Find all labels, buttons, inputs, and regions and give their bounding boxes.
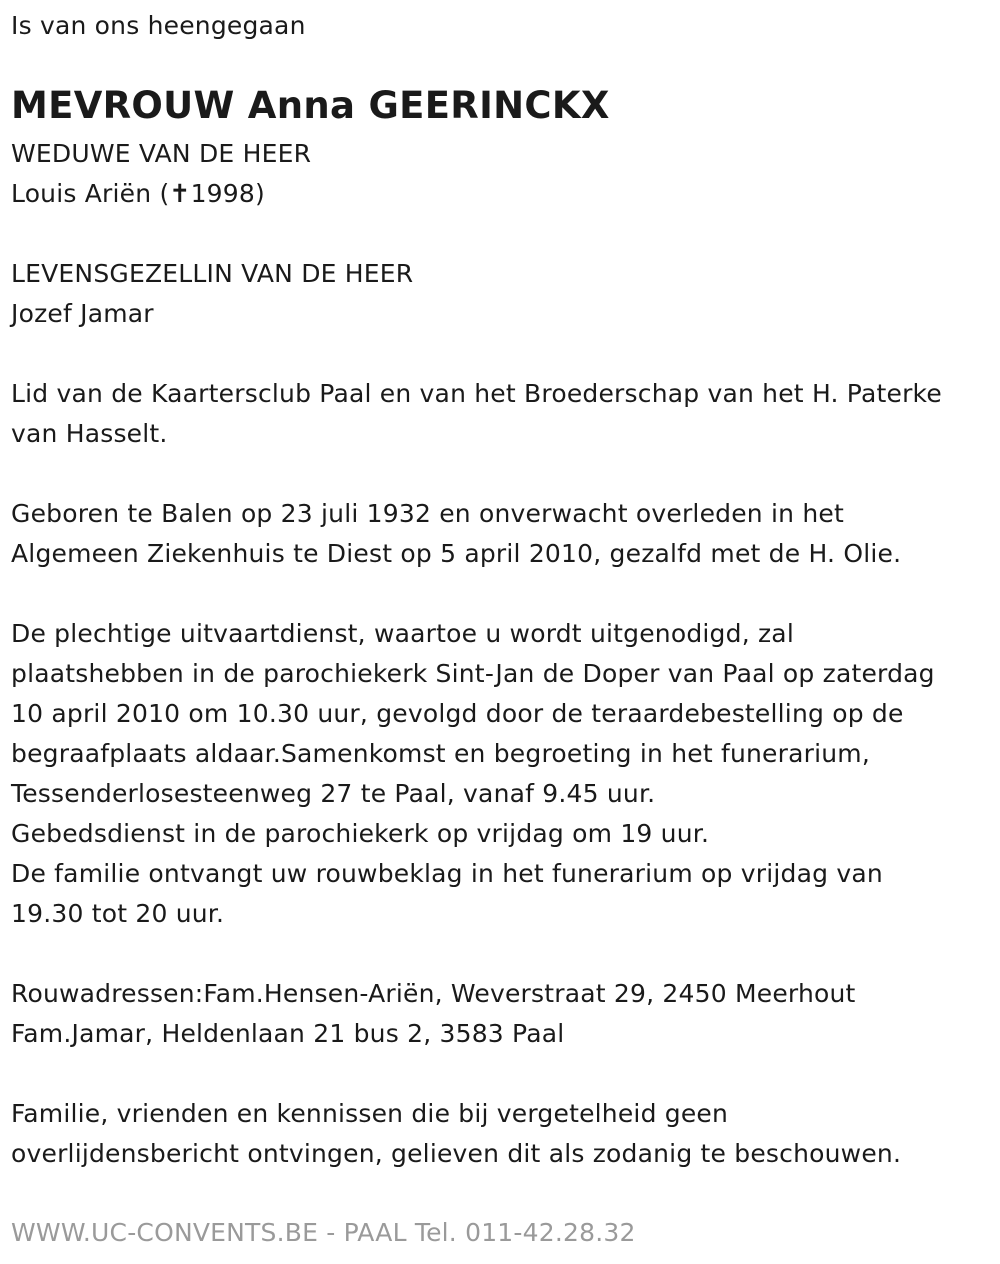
partner-block <box>11 254 413 334</box>
paragraph-line: Tessenderlosesteenweg 27 te Paal, vanaf 9.45 uur. <box>11 779 656 808</box>
paragraph-line: 10 april 2010 om 10.30 uur, gevolgd door de teraardebestelling op de <box>11 699 904 728</box>
paragraph-line: De plechtige uitvaartdienst, waartoe u wordt uitgenodigd, zal <box>11 619 794 648</box>
membership-paragraph <box>11 374 942 454</box>
paragraph-line: Geboren te Balen op 23 juli 1932 en onverwacht overleden in het <box>11 499 844 528</box>
paragraph-line: De familie ontvangt uw rouwbeklag in het funerarium op vrijdag van <box>11 859 883 888</box>
paragraph-line: plaatshebben in de parochiekerk Sint-Jan de Doper van Paal op zaterdag <box>11 659 935 688</box>
widow-title: WEDUWE VAN DE HEER <box>11 139 312 168</box>
widow-spouse <box>11 174 311 214</box>
paragraph-line: begraafplaats aldaar.Samenkomst en begroeting in het funerarium, <box>11 739 871 768</box>
paragraph-line: Fam.Jamar, Heldenlaan 21 bus 2, 3583 Paal <box>11 1019 565 1048</box>
paragraph-line: Algemeen Ziekenhuis te Diest op 5 april 2010, gezalfd met de H. Olie. <box>11 539 902 568</box>
paragraph-line: 19.30 tot 20 uur. <box>11 899 225 928</box>
funeral-paragraph <box>11 614 935 934</box>
widow-block <box>11 134 311 214</box>
paragraph-line: Lid van de Kaartersclub Paal en van het Broederschap van het H. Paterke <box>11 379 942 408</box>
partner-name: Jozef Jamar <box>11 299 154 328</box>
cross-icon: ✝ <box>169 179 191 208</box>
partner-title: LEVENSGEZELLIN VAN DE HEER <box>11 259 414 288</box>
paragraph-line: Familie, vrienden en kennissen die bij vergetelheid geen <box>11 1099 729 1128</box>
closing-paragraph <box>11 1094 901 1174</box>
deceased-name: MEVROUW Anna GEERINCKX <box>11 84 610 127</box>
footer-contact: WWW.UC-CONVENTS.BE - PAAL Tel. 011-42.28.32 <box>11 1218 636 1247</box>
paragraph-line: Gebedsdienst in de parochiekerk op vrijdag om 19 uur. <box>11 819 710 848</box>
paragraph-line: Rouwadressen:Fam.Hensen-Ariën, Weverstraat 29, 2450 Meerhout <box>11 979 856 1008</box>
widow-spouse-name: Louis Ariën ( <box>11 179 170 208</box>
widow-spouse-year: 1998) <box>190 179 265 208</box>
addresses-paragraph <box>11 974 856 1054</box>
birth-death-paragraph <box>11 494 901 574</box>
paragraph-line: van Hasselt. <box>11 419 168 448</box>
paragraph-line: overlijdensbericht ontvingen, gelieven dit als zodanig te beschouwen. <box>11 1139 902 1168</box>
intro-text: Is van ons heengegaan <box>11 11 306 40</box>
